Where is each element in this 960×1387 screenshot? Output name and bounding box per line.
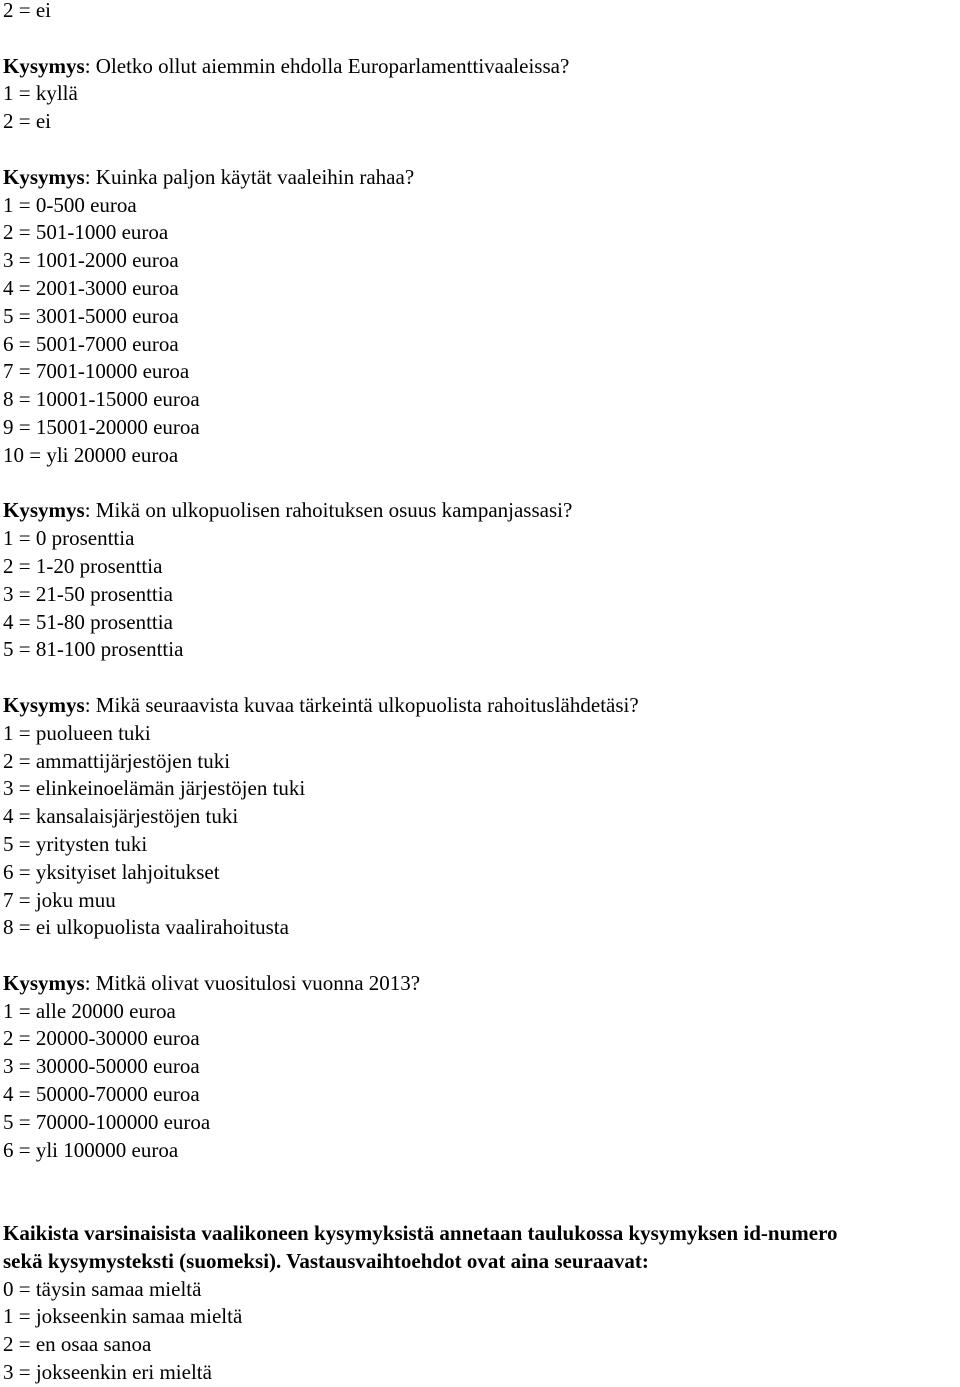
- question-text: : Mitkä olivat vuositulosi vuonna 2013?: [84, 970, 421, 995]
- scale-option: 3 = jokseenkin eri mieltä: [3, 1360, 212, 1385]
- answer-option: 6 = yli 100000 euroa: [3, 1137, 179, 1162]
- answer-option: 3 = elinkeinoelämän järjestöjen tuki: [3, 776, 306, 801]
- closing-paragraph-line: Kaikista varsinaisista vaalikoneen kysymyksistä annetaan taulukossa kysymyksen id-numero: [3, 1221, 838, 1246]
- answer-option: 4 = kansalaisjärjestöjen tuki: [3, 804, 239, 829]
- answer-option: 1 = kyllä: [3, 81, 78, 106]
- answer-option: 1 = puolueen tuki: [3, 720, 151, 745]
- question-label: Kysymys: [3, 53, 85, 78]
- answer-option: 1 = 0 prosenttia: [3, 526, 135, 551]
- answer-option: 4 = 51-80 prosenttia: [3, 609, 173, 634]
- question-text: : Mikä on ulkopuolisen rahoituksen osuus kampanjassasi?: [84, 498, 573, 523]
- answer-option: 1 = 0-500 euroa: [3, 192, 137, 217]
- document-body: [3, 0, 960, 1387]
- question-line: [3, 692, 960, 720]
- answer-option: 3 = 30000-50000 euroa: [3, 1054, 200, 1079]
- answer-option: 7 = 7001-10000 euroa: [3, 359, 190, 384]
- answer-option: 4 = 50000-70000 euroa: [3, 1082, 200, 1107]
- question-line: [3, 497, 960, 525]
- answer-option: 3 = 21-50 prosenttia: [3, 581, 173, 606]
- question-label: Kysymys: [3, 498, 85, 523]
- closing-paragraph-line: sekä kysymysteksti (suomeksi). Vastausvaihtoehdot ovat aina seuraavat:: [3, 1248, 649, 1273]
- scale-option: 2 = en osaa sanoa: [3, 1332, 152, 1357]
- closing-section: [3, 1220, 960, 1387]
- question-block: [3, 970, 960, 1165]
- answer-option: 8 = ei ulkopuolista vaalirahoitusta: [3, 915, 289, 940]
- answer-option: 5 = 3001-5000 euroa: [3, 303, 179, 328]
- answer-option: 5 = yritysten tuki: [3, 831, 148, 856]
- answer-option: 7 = joku muu: [3, 887, 116, 912]
- answer-option: 2 = ammattijärjestöjen tuki: [3, 748, 231, 773]
- question-label: Kysymys: [3, 970, 85, 995]
- question-text: : Kuinka paljon käytät vaaleihin rahaa?: [84, 164, 415, 189]
- question-text: : Mikä seuraavista kuvaa tärkeintä ulkopuolista rahoituslähdetäsi?: [84, 692, 639, 717]
- answer-option: 5 = 81-100 prosenttia: [3, 637, 184, 662]
- answer-option: 10 = yli 20000 euroa: [3, 442, 179, 467]
- question-block: [3, 164, 960, 470]
- answer-option: 6 = yksityiset lahjoitukset: [3, 859, 220, 884]
- question-line: [3, 970, 960, 998]
- answer-option: 2 = ei: [3, 0, 51, 22]
- answer-option: 2 = 501-1000 euroa: [3, 220, 169, 245]
- answer-option: 9 = 15001-20000 euroa: [3, 414, 200, 439]
- answer-option: 3 = 1001-2000 euroa: [3, 248, 179, 273]
- answer-option: 6 = 5001-7000 euroa: [3, 331, 179, 356]
- answer-option: 2 = ei: [3, 109, 51, 134]
- question-block: [3, 497, 960, 664]
- answer-option: 2 = 20000-30000 euroa: [3, 1026, 200, 1051]
- question-line: [3, 53, 960, 81]
- answer-option: 2 = 1-20 prosenttia: [3, 553, 163, 578]
- answer-option: 4 = 2001-3000 euroa: [3, 275, 179, 300]
- question-line: [3, 164, 960, 192]
- answer-option: 1 = alle 20000 euroa: [3, 998, 176, 1023]
- question-block: [3, 53, 960, 136]
- answer-option: 8 = 10001-15000 euroa: [3, 387, 200, 412]
- question-block: [3, 692, 960, 942]
- question-label: Kysymys: [3, 692, 85, 717]
- answer-option: 5 = 70000-100000 euroa: [3, 1109, 211, 1134]
- scale-option: 1 = jokseenkin samaa mieltä: [3, 1304, 243, 1329]
- question-label: Kysymys: [3, 164, 85, 189]
- question-text: : Oletko ollut aiemmin ehdolla Europarlamenttivaaleissa?: [84, 53, 570, 78]
- scale-option: 0 = täysin samaa mieltä: [3, 1276, 202, 1301]
